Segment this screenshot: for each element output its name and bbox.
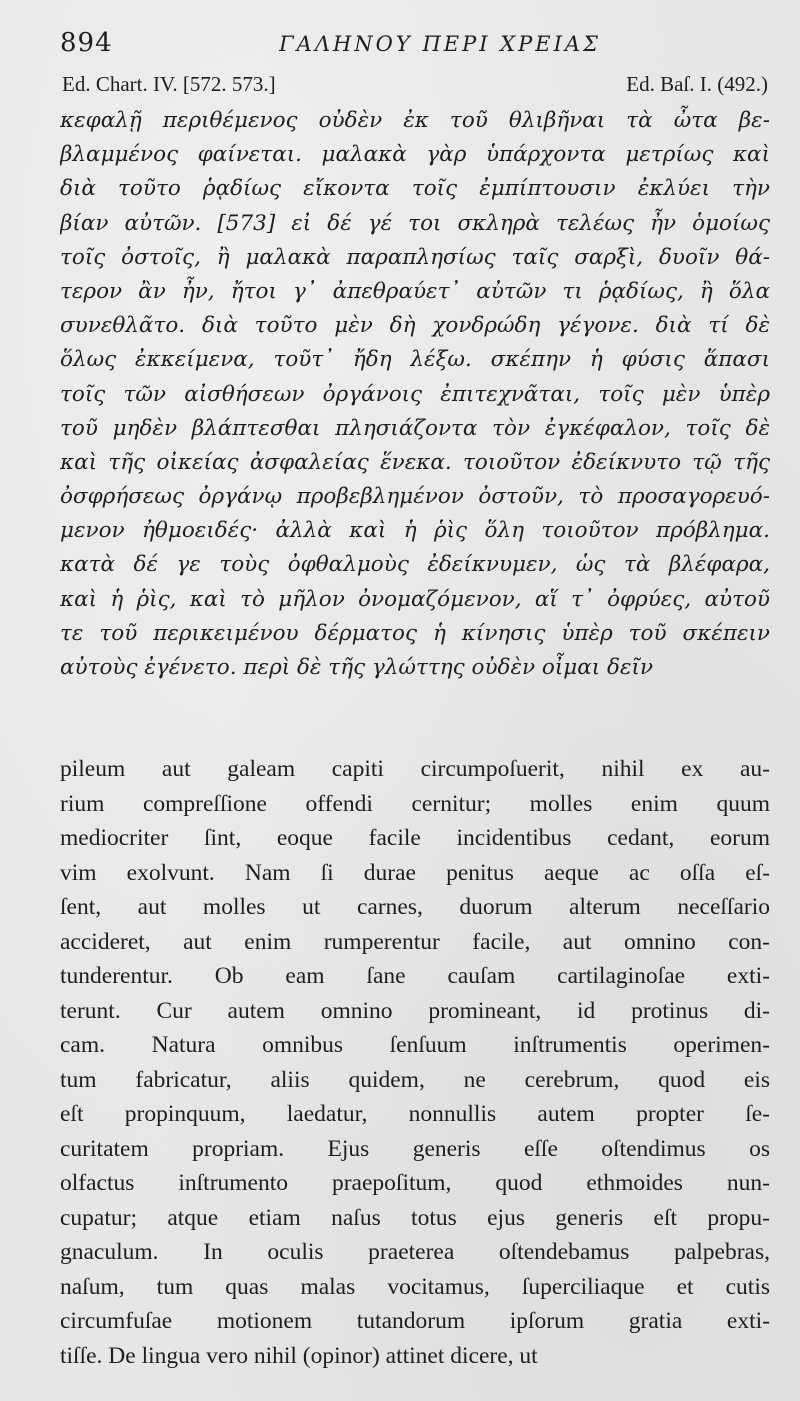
greek-text-line: τερον ἂν ἦν, ἤτοι γ᾽ ἀπεθραύετ᾽ αὐτῶν τι ῥᾳδίως, ἢ ὅλα bbox=[60, 278, 770, 304]
greek-text-line: βλαμμένος φαίνεται. μαλακὰ γὰρ ὑπάρχοντα μετρίως καὶ bbox=[60, 142, 770, 168]
latin-text-line: mediocriter ſint, eoque facile incidentibus cedant, eorum bbox=[60, 825, 770, 851]
latin-text-line: cam. Natura omnibus ſenſuum inſtrumentis operimen- bbox=[60, 1032, 770, 1058]
latin-text-line: ſent, aut molles ut carnes, duorum alterum neceſſario bbox=[60, 894, 770, 920]
greek-text-line: τοῖς ὀστοῖς, ἢ μαλακὰ παραπλησίως ταῖς σαρξὶ, δυοῖν θά- bbox=[60, 244, 770, 270]
latin-text-block bbox=[60, 752, 770, 1373]
greek-text-line: κατὰ δέ γε τοὺς ὀφθαλμοὺς ἐδείκνυμεν, ὡς τὰ βλέφαρα, bbox=[60, 552, 770, 578]
greek-text-line: τοῦ μηδὲν βλάπτεσθαι πλησιάζοντα τὸν ἐγκέφαλον, τοῖς δὲ bbox=[60, 415, 770, 441]
greek-text-line: τοῖς τῶν αἰσθήσεων ὀργάνοις ἐπιτεχνᾶται, τοῖς μὲν ὑπὲρ bbox=[60, 381, 770, 407]
latin-text-line: vim exolvunt. Nam ſi durae penitus aeque ac oſſa eſ- bbox=[60, 859, 770, 886]
latin-text-line: olfactus inſtrumento praepoſitum, quod ethmoides nun- bbox=[60, 1170, 770, 1196]
latin-text-line: eſt propinquum, laedatur, nonnullis autem propter ſe- bbox=[60, 1101, 770, 1127]
latin-text-line: circumfuſae motionem tutandorum ipſorum gratia exti- bbox=[60, 1308, 770, 1334]
running-title: ΓΑΛΗΝΟΥ ΠΕΡΙ ΧΡΕΙΑΣ bbox=[279, 32, 601, 56]
greek-text-line: τε τοῦ περικειμένου δέρματος ἡ κίνησις ὑπὲρ τοῦ σκέπειν bbox=[60, 620, 770, 646]
latin-text-line: tiſſe. De lingua vero nihil (opinor) attinet dicere, ut bbox=[60, 1342, 538, 1369]
edition-chartier-reference: Ed. Chart. IV. [572. 573.] bbox=[62, 72, 276, 96]
greek-text-line: αὐτοὺς ἐγένετο. περὶ δὲ τῆς γλώττης οὐδὲν οἶμαι δεῖν bbox=[60, 655, 654, 680]
edition-basel-reference: Ed. Baſ. I. (492.) bbox=[626, 72, 768, 96]
greek-text-block bbox=[60, 104, 770, 685]
greek-text-line: κεφαλῇ περιθέμενος οὐδὲν ἐκ τοῦ θλιβῆναι τὰ ὦτα βε- bbox=[60, 108, 770, 133]
latin-text-line: curitatem propriam. Ejus generis eſſe oſtendimus os bbox=[60, 1135, 770, 1162]
edition-reference-line bbox=[62, 72, 768, 100]
latin-text-line: tum fabricatur, aliis quidem, ne cerebrum, quod eis bbox=[60, 1066, 770, 1093]
latin-text-line: naſum, tum quas malas vocitamus, ſuperciliaque et cutis bbox=[60, 1273, 770, 1300]
page-number: 894 bbox=[60, 28, 113, 58]
greek-text-line: ὀσφρήσεως ὀργάνῳ προβεβλημένον ὀστοῦν, τὸ προσαγορευό- bbox=[60, 484, 770, 510]
greek-text-line: βίαν αὐτῶν. [573] εἰ δέ γέ τοι σκληρὰ τελέως ἦν ὁμοίως bbox=[60, 210, 770, 236]
greek-text-line: ὅλως ἐκκείμενα, τοῦτ᾽ ἤδη λέξω. σκέπην ἡ φύσις ἅπασι bbox=[60, 347, 770, 373]
latin-text-line: terunt. Cur autem omnino promineant, id protinus di- bbox=[60, 997, 770, 1024]
latin-text-line: gnaculum. In oculis praeterea oſtendebamus palpebras, bbox=[60, 1239, 770, 1265]
greek-text-line: καὶ τῆς οἰκείας ἀσφαλείας ἕνεκα. τοιοῦτον ἐδείκνυτο τῷ τῆς bbox=[60, 449, 770, 475]
latin-text-line: cupatur; atque etiam naſus totus ejus generis eſt propu- bbox=[60, 1204, 770, 1231]
latin-text-line: rium compreſſione offendi cernitur; molles enim quum bbox=[60, 790, 770, 817]
page-header bbox=[60, 28, 770, 64]
latin-text-line: accideret, aut enim rumperentur facile, aut omnino con- bbox=[60, 928, 770, 955]
greek-text-line: διὰ τοῦτο ῥᾳδίως εἴκοντα τοῖς ἐμπίπτουσιν ἐκλύει τὴν bbox=[60, 176, 770, 202]
greek-text-line: μενον ἠθμοειδές· ἀλλὰ καὶ ἡ ῥὶς ὅλη τοιοῦτον πρόβλημα. bbox=[60, 518, 770, 544]
greek-text-line: καὶ ἡ ῥὶς, καὶ τὸ μῆλον ὀνομαζόμενον, αἵ τ᾽ ὀφρύες, αὐτοῦ bbox=[60, 586, 770, 612]
greek-text-line: συνεθλᾶτο. διὰ τοῦτο μὲν δὴ χονδρώδη γέγονε. διὰ τί δὲ bbox=[60, 313, 770, 339]
latin-text-line: pileum aut galeam capiti circumpoſuerit, nihil ex au- bbox=[60, 756, 770, 782]
latin-text-line: tunderentur. Ob eam ſane cauſam cartilaginoſae exti- bbox=[60, 963, 770, 989]
